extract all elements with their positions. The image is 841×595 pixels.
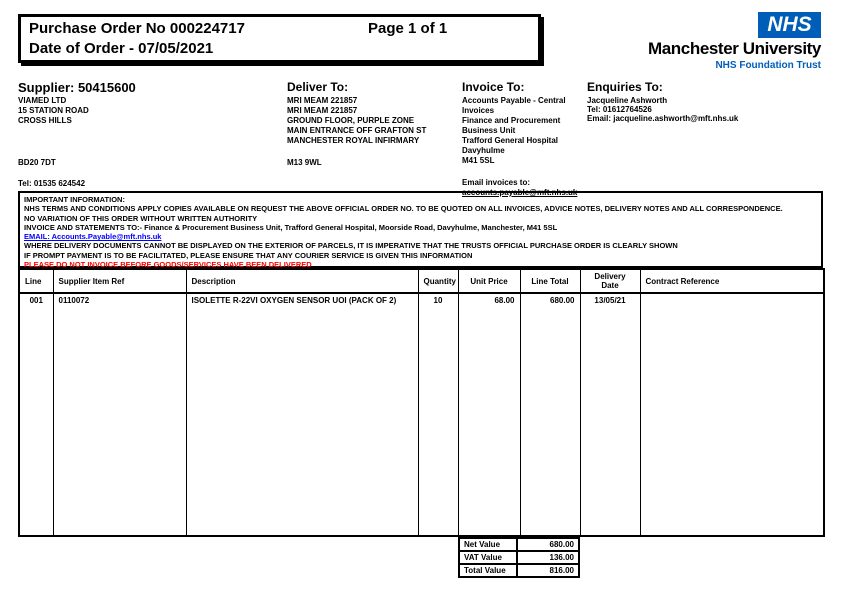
po-number: Purchase Order No 000224717 xyxy=(29,20,245,37)
col-header-line-total: Line Total xyxy=(520,269,580,293)
enquiries-phone: Tel: 01612764526 xyxy=(587,105,652,114)
cell-unit-price: 68.00 xyxy=(458,293,520,536)
nhs-logo-icon: NHS xyxy=(758,12,821,38)
invoice-to-line: Accounts Payable - Central xyxy=(462,96,566,105)
trust-sub-name: NHS Foundation Trust xyxy=(715,60,821,71)
trust-org-name: Manchester University xyxy=(647,39,821,58)
vat-value-label: VAT Value xyxy=(459,551,517,564)
col-header-description: Description xyxy=(186,269,418,293)
invoice-to-postcode: M41 5SL xyxy=(462,156,495,165)
totals-table xyxy=(458,537,580,578)
cell-line-total: 680.00 xyxy=(520,293,580,536)
invoice-to-line: Davyhulme xyxy=(462,146,505,155)
cell-quantity: 10 xyxy=(418,293,458,536)
nhs-trust-logo xyxy=(646,12,821,71)
important-information-box xyxy=(18,191,823,268)
supplier-phone: Tel: 01535 624542 xyxy=(18,179,86,188)
deliver-to-heading: Deliver To: xyxy=(287,80,349,94)
supplier-address-line: 15 STATION ROAD xyxy=(18,106,89,115)
accounts-payable-email-link[interactable]: EMAIL: Accounts.Payable@mft.nhs.uk xyxy=(24,232,162,242)
enquiries-name: Jacqueline Ashworth xyxy=(587,96,668,105)
table-row xyxy=(19,293,824,536)
enquiries-heading: Enquiries To: xyxy=(587,80,663,94)
invoice-to-heading: Invoice To: xyxy=(462,80,525,94)
invoice-to-line: Finance and Procurement xyxy=(462,116,561,125)
vat-value-row xyxy=(459,551,579,564)
deliver-to-line: MRI MEAM 221857 xyxy=(287,96,358,105)
net-value-row xyxy=(459,538,579,551)
cell-delivery-date: 13/05/21 xyxy=(580,293,640,536)
vat-value: 136.00 xyxy=(517,551,579,564)
cell-contract-reference xyxy=(640,293,824,536)
col-header-contract-ref: Contract Reference xyxy=(640,269,824,293)
important-info-line: NHS TERMS AND CONDITIONS APPLY COPIES AVAILABLE ON REQUEST THE ABOVE OFFICIAL ORDER NO. TO BE QUOTED ON ALL INVOICES, ADVICE NOTES, DELIVERY NOTES AND ALL CORRESPONDENCE. xyxy=(24,204,783,214)
important-info-line: IF PROMPT PAYMENT IS TO BE FACILITATED, PLEASE ENSURE THAT ANY COURIER SERVICE IS GIVEN THIS INFORMATION xyxy=(24,250,473,260)
deliver-to-line: MAIN ENTRANCE OFF GRAFTON ST xyxy=(287,126,427,135)
invoice-email-link[interactable]: accounts.payable@mft.nhs.uk xyxy=(462,188,578,197)
cell-line-number: 001 xyxy=(19,293,53,536)
do-not-invoice-warning: PLEASE DO NOT INVOICE BEFORE GOODS/SERVICES HAVE BEEN DELIVERED xyxy=(24,260,312,270)
total-value-row xyxy=(459,564,579,577)
important-info-line: NO VARIATION OF THIS ORDER WITHOUT WRITTEN AUTHORITY xyxy=(24,213,258,223)
col-header-line: Line xyxy=(19,269,53,293)
total-value-label: Total Value xyxy=(459,564,517,577)
deliver-to-line: GROUND FLOOR, PURPLE ZONE xyxy=(287,116,415,125)
cell-description: ISOLETTE R-22VI OXYGEN SENSOR UOI (PACK OF 2) xyxy=(186,293,418,536)
deliver-to-line: MANCHESTER ROYAL INFIRMARY xyxy=(287,136,420,145)
col-header-unit-price: Unit Price xyxy=(458,269,520,293)
col-header-delivery-date: Delivery Date xyxy=(580,269,640,293)
page-indicator: Page 1 of 1 xyxy=(368,20,448,37)
supplier-heading: Supplier: 50415600 xyxy=(18,80,136,95)
important-info-line: INVOICE AND STATEMENTS TO:- Finance & Procurement Business Unit, Trafford General Hospital, Moorside Road, Davyhulme, Manchester, M41 5SL xyxy=(24,222,558,232)
deliver-to-postcode: M13 9WL xyxy=(287,158,322,167)
invoice-email-label: Email invoices to: xyxy=(462,178,531,187)
enquiries-email: Email: jacqueline.ashworth@mft.nhs.uk xyxy=(587,114,739,123)
invoice-to-line: Trafford General Hospital xyxy=(462,136,559,145)
table-header-row xyxy=(19,269,824,293)
col-header-quantity: Quantity xyxy=(418,269,458,293)
order-date: Date of Order - 07/05/2021 xyxy=(29,40,214,57)
net-value: 680.00 xyxy=(517,538,579,551)
invoice-to-line: Business Unit xyxy=(462,126,516,135)
important-info-line: WHERE DELIVERY DOCUMENTS CANNOT BE DISPLAYED ON THE EXTERIOR OF PARCELS, IT IS IMPERATIVE THAT THE TRUSTS OFFICIAL PURCHASE ORDER IS CLEARLY SHOWN xyxy=(24,241,678,251)
po-header-box xyxy=(18,14,541,63)
cell-supplier-item-ref: 0110072 xyxy=(53,293,186,536)
important-info-title: IMPORTANT INFORMATION: xyxy=(24,195,125,204)
order-items-table xyxy=(18,268,825,537)
invoice-to-line: Invoices xyxy=(462,106,495,115)
net-value-label: Net Value xyxy=(459,538,517,551)
supplier-address-line: CROSS HILLS xyxy=(18,116,72,125)
deliver-to-line: MRI MEAM 221857 xyxy=(287,106,358,115)
total-value: 816.00 xyxy=(517,564,579,577)
col-header-supplier-ref: Supplier Item Ref xyxy=(53,269,186,293)
supplier-postcode: BD20 7DT xyxy=(18,158,56,167)
supplier-address-line: VIAMED LTD xyxy=(18,96,67,105)
